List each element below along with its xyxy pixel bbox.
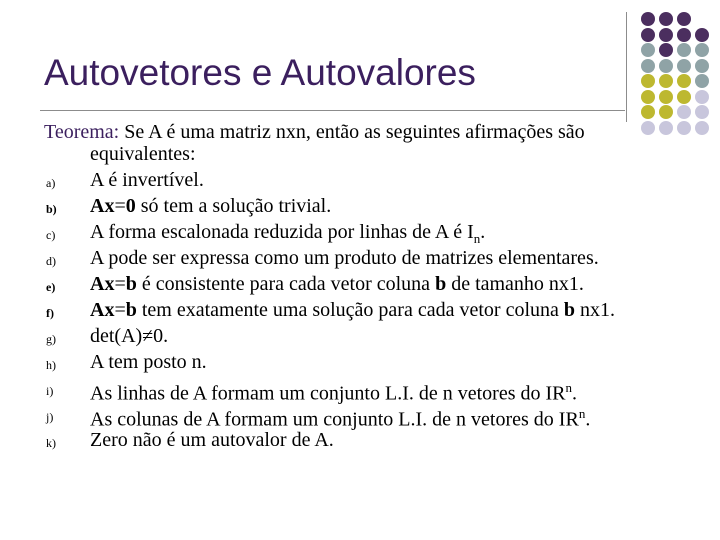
vertical-divider xyxy=(626,12,627,122)
list-text: As colunas de A formam um conjunto L.I. de n vetores do $IR^n$. xyxy=(90,406,591,431)
list-text: Ax=b é consistente para cada vetor coluna b de tamanho nx1. xyxy=(90,273,584,295)
decorative-dot xyxy=(641,74,655,88)
list-text: A pode ser expressa como um produto de matrizes elementares. xyxy=(90,247,599,269)
theorem-continuation: equivalentes: xyxy=(90,143,196,165)
decorative-dot xyxy=(677,121,691,135)
list-text: Ax=b tem exatamente uma solução para cada vetor coluna b nx1. xyxy=(90,299,616,321)
decorative-dot xyxy=(695,90,709,104)
decorative-dot xyxy=(641,12,655,26)
decorative-dot xyxy=(659,12,673,26)
list-text: Ax=0 só tem a solução trivial. xyxy=(90,195,332,217)
slide-title: Autovetores e Autovalores xyxy=(44,52,476,93)
decorative-dot xyxy=(677,59,691,73)
decorative-dot xyxy=(641,43,655,57)
theorem-statement xyxy=(44,120,585,144)
decorative-dot xyxy=(641,90,655,104)
list-marker: a) xyxy=(46,176,56,190)
decorative-dot xyxy=(677,74,691,88)
list-marker: e) xyxy=(46,280,56,294)
title-underline xyxy=(40,110,625,111)
decorative-dot xyxy=(659,121,673,135)
decorative-dot xyxy=(695,121,709,135)
decorative-dot xyxy=(695,59,709,73)
list-marker: i) xyxy=(46,384,54,398)
list-text: A é invertível. xyxy=(90,169,204,191)
decorative-dot xyxy=(659,90,673,104)
decorative-dot xyxy=(695,28,709,42)
decorative-dot xyxy=(659,28,673,42)
decorative-dot xyxy=(695,105,709,119)
list-marker: f) xyxy=(46,306,54,320)
theorem-intro: Se A é uma matriz nxn, então as seguintes afirmações são xyxy=(119,121,585,143)
theorem-label: Teorema: xyxy=(44,121,120,143)
list-text: det(A)≠0. xyxy=(90,325,169,347)
decorative-dot xyxy=(659,74,673,88)
decorative-dot xyxy=(677,90,691,104)
list-text: Zero não é um autovalor de A. xyxy=(90,429,334,451)
list-text: A tem posto n. xyxy=(90,351,207,373)
decorative-dot xyxy=(641,59,655,73)
list-marker: d) xyxy=(46,254,56,268)
list-text: As linhas de A formam um conjunto L.I. de n vetores do $IR^n$. xyxy=(90,380,577,405)
decorative-dot xyxy=(659,43,673,57)
decorative-dot xyxy=(677,28,691,42)
decorative-dot xyxy=(641,121,655,135)
list-text: A forma escalonada reduzida por linhas de A é $I_n$. xyxy=(90,221,486,246)
decorative-dot xyxy=(659,59,673,73)
decorative-dot xyxy=(641,28,655,42)
list-marker: k) xyxy=(46,436,56,450)
decorative-dot xyxy=(641,105,655,119)
decorative-dot xyxy=(677,105,691,119)
decorative-dot xyxy=(677,12,691,26)
list-marker: j) xyxy=(46,410,54,424)
decorative-dot xyxy=(695,43,709,57)
list-marker: g) xyxy=(46,332,56,346)
decorative-dot xyxy=(659,105,673,119)
list-marker: h) xyxy=(46,358,56,372)
list-marker: c) xyxy=(46,228,56,242)
decorative-dot xyxy=(677,43,691,57)
decorative-dot xyxy=(695,74,709,88)
list-marker: b) xyxy=(46,202,57,216)
